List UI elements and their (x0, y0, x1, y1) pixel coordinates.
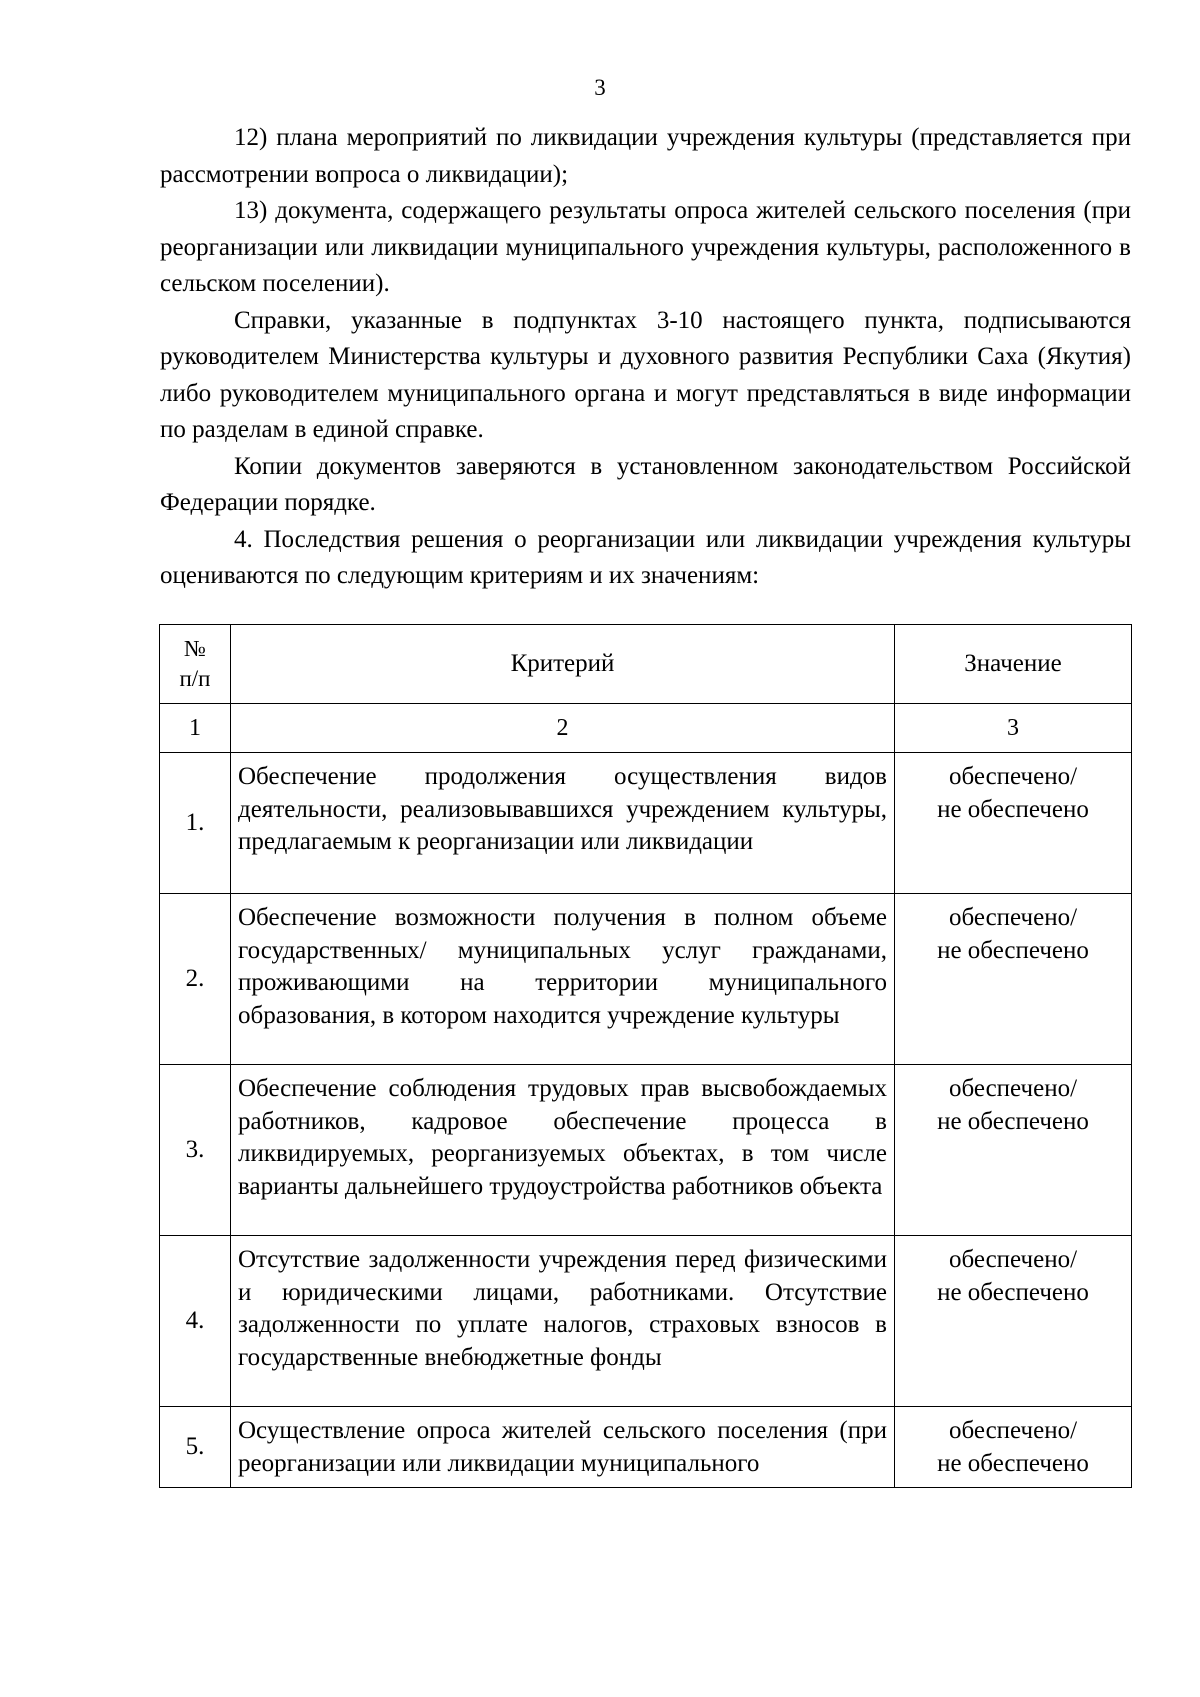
header-number-abbrev: п/п (179, 666, 211, 691)
table-header-row (160, 625, 1132, 704)
table-row (160, 753, 1132, 894)
table-row (160, 1065, 1132, 1236)
row-number: 5. (160, 1407, 231, 1488)
value-line: не обеспечено (937, 1107, 1089, 1135)
header-value: Значение (895, 625, 1132, 704)
column-index: 3 (895, 704, 1132, 753)
column-index: 1 (160, 704, 231, 753)
body-text (160, 120, 1131, 595)
header-criterion: Критерий (231, 625, 895, 704)
value-line: не обеспечено (937, 1449, 1089, 1477)
paragraph-consequences: 4. Последствия решения о реорганизации или ликвидации учреждения культуры оцениваются по следующим критериям и их значениям: (160, 525, 1131, 589)
value-cell (895, 753, 1132, 894)
value-line: не обеспечено (937, 936, 1089, 964)
value-line: не обеспечено (937, 1278, 1089, 1306)
value-line: обеспечено/ (948, 1417, 1078, 1444)
page-number: 3 (594, 75, 606, 100)
column-index: 2 (231, 704, 895, 753)
row-number: 1. (160, 753, 231, 894)
criteria-table (159, 624, 1132, 1488)
value-cell (895, 894, 1132, 1065)
value-cell (895, 1407, 1132, 1488)
value-line: обеспечено/ (948, 1075, 1078, 1102)
paragraph-item-12: 12) плана мероприятий по ликвидации учреждения культуры (представляется при рассмотрении вопроса о ликвидации); (160, 124, 1131, 188)
row-number: 3. (160, 1065, 231, 1236)
paragraph-item-13: 13) документа, содержащего результаты опроса жителей сельского поселения (при реорганизации или ликвидации муниципального учреждения культуры, расположенного в сельском поселении). (160, 197, 1131, 297)
table-row (160, 1407, 1132, 1488)
header-number-symbol: № (184, 636, 206, 661)
row-number: 4. (160, 1236, 231, 1407)
criterion-cell: Осуществление опроса жителей сельского поселения (при реорганизации или ликвидации муниципального (231, 1407, 895, 1488)
column-index-row (160, 704, 1132, 753)
criterion-cell: Обеспечение соблюдения трудовых прав высвобождаемых работников, кадровое обеспечение процесса в ликвидируемых, реорганизуемых объектах, в том числе варианты дальнейшего трудоустройства работников объекта (231, 1065, 895, 1236)
criterion-cell: Обеспечение возможности получения в полном объеме государственных/ муниципальных услуг гражданами, проживающими на территории муниципального образования, в котором находится учреждение культуры (231, 894, 895, 1065)
paragraph-copies: Копии документов заверяются в установленном законодательством Российской Федерации порядке. (160, 452, 1131, 516)
criterion-cell: Обеспечение продолжения осуществления видов деятельности, реализовывавшихся учреждением культуры, предлагаемым к реорганизации или ликвидации (231, 753, 895, 894)
value-cell (895, 1236, 1132, 1407)
criterion-cell: Отсутствие задолженности учреждения перед физическими и юридическими лицами, работниками. Отсутствие задолженности по уплате налогов, страховых взносов в государственные внебюджетные фонды (231, 1236, 895, 1407)
table-row (160, 1236, 1132, 1407)
value-line: обеспечено/ (948, 1246, 1078, 1273)
row-number: 2. (160, 894, 231, 1065)
table-row (160, 894, 1132, 1065)
value-line: обеспечено/ (948, 904, 1078, 931)
value-cell (895, 1065, 1132, 1236)
value-line: не обеспечено (937, 795, 1089, 823)
header-number (160, 625, 231, 704)
paragraph-certificates: Справки, указанные в подпунктах 3-10 настоящего пункта, подписываются руководителем Министерства культуры и духовного развития Республики Саха (Якутия) либо руководителем муниципального органа и могут представляться в виде информации по разделам в единой справке. (160, 306, 1131, 443)
value-line: обеспечено/ (948, 763, 1078, 790)
